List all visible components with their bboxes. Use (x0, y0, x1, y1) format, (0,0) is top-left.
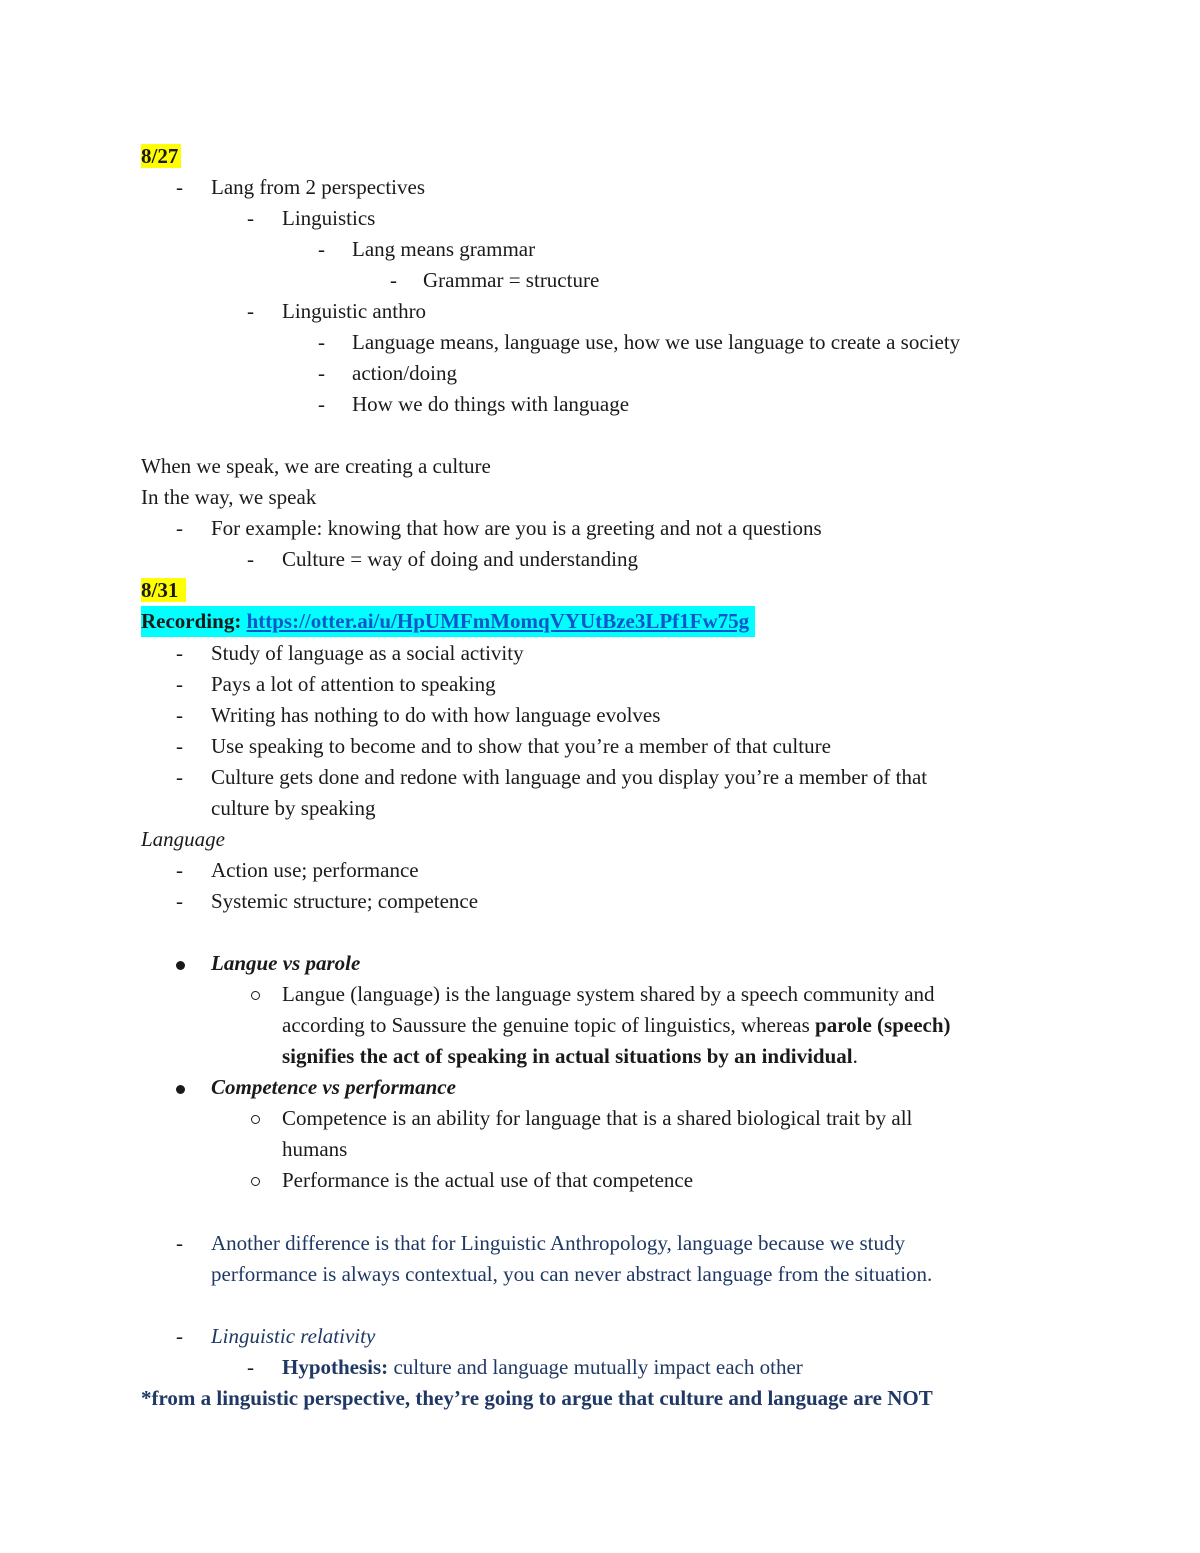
another-difference: performance is always contextual, you can never abstract language from the situation. (211, 1262, 933, 1286)
recording-link[interactable]: https://otter.ai/u/HpUMFmMomqVYUtBze3LPf1Fw75g (246, 609, 750, 633)
dash-marker: - (176, 889, 183, 913)
dash-marker: - (176, 765, 183, 789)
period: . (852, 1044, 858, 1068)
dash-marker: - (247, 299, 254, 323)
dash-marker: - (176, 672, 183, 696)
dash-marker: - (318, 237, 325, 261)
dash-marker: - (176, 703, 183, 727)
langue-text: Langue (language) is the language system shared by a speech community and (282, 982, 935, 1006)
dash-marker: - (247, 1355, 254, 1379)
list-item: Grammar = structure (423, 268, 600, 292)
final-note: *from a linguistic perspective, they’re going to argue that culture and language are NOT (141, 1386, 933, 1410)
list-item-continuation: culture by speaking (211, 796, 376, 820)
date-8-31: 8/31 (141, 578, 186, 602)
dash-marker: - (176, 734, 183, 758)
paragraph: When we speak, we are creating a culture (141, 454, 491, 478)
date-heading-8-27 (141, 141, 181, 172)
list-item: How we do things with language (352, 392, 630, 416)
langue-heading: Langue vs parole (211, 951, 361, 975)
recording-line (141, 606, 755, 637)
paragraph: In the way, we speak (141, 485, 317, 509)
linguistic-relativity: Linguistic relativity (211, 1324, 376, 1348)
dash-marker: - (318, 330, 325, 354)
hypothesis-label: Hypothesis: (282, 1355, 389, 1379)
langue-text (282, 1010, 951, 1041)
dash-marker: - (390, 268, 397, 292)
list-item: action/doing (352, 361, 457, 385)
dash-marker: - (176, 1324, 183, 1348)
dash-marker: - (176, 858, 183, 882)
list-item: Linguistic anthro (282, 299, 427, 323)
dash-marker: - (176, 516, 183, 540)
date-heading-8-31 (141, 575, 186, 606)
list-item: Systemic structure; competence (211, 889, 479, 913)
list-item: Linguistics (282, 206, 376, 230)
list-item: Lang from 2 perspectives (211, 175, 426, 199)
performance-text: Performance is the actual use of that competence (282, 1168, 694, 1192)
list-item: Pays a lot of attention to speaking (211, 672, 496, 696)
recording-highlight (141, 606, 755, 637)
list-item: Culture = way of doing and understanding (282, 547, 638, 571)
parole-term: parole (speech) (815, 1013, 951, 1037)
list-item: Language means, language use, how we use language to create a society (352, 330, 961, 354)
another-difference: Another difference is that for Linguistic Anthropology, language because we study (211, 1231, 905, 1255)
language-heading: Language (141, 827, 225, 851)
bullet-ring (251, 1115, 260, 1124)
dash-marker: - (176, 1231, 183, 1255)
bullet-ring (251, 1177, 260, 1186)
langue-text-part: according to Saussure the genuine topic of linguistics, whereas (282, 1013, 816, 1037)
competence-text: humans (282, 1137, 348, 1161)
dash-marker: - (176, 175, 183, 199)
list-item: Use speaking to become and to show that you’re a member of that culture (211, 734, 831, 758)
bullet-dot (176, 1085, 185, 1094)
hypothesis-text: culture and language mutually impact each other (388, 1355, 803, 1379)
competence-heading: Competence vs performance (211, 1075, 456, 1099)
hypothesis-line (282, 1352, 803, 1383)
dash-marker: - (247, 547, 254, 571)
list-item: For example: knowing that how are you is a greeting and not a questions (211, 516, 822, 540)
date-8-27: 8/27 (141, 144, 181, 168)
recording-label: Recording: (141, 609, 242, 633)
bullet-dot (176, 961, 185, 970)
list-item: Lang means grammar (352, 237, 536, 261)
list-item: Study of language as a social activity (211, 641, 524, 665)
dash-marker: - (176, 641, 183, 665)
list-item: Writing has nothing to do with how language evolves (211, 703, 661, 727)
dash-marker: - (318, 361, 325, 385)
list-item: Culture gets done and redone with language and you display you’re a member of that (211, 765, 928, 789)
list-item: Action use; performance (211, 858, 419, 882)
langue-text (282, 1041, 858, 1072)
dash-marker: - (247, 206, 254, 230)
parole-definition: signifies the act of speaking in actual situations by an individual (282, 1044, 853, 1068)
competence-text: Competence is an ability for language that is a shared biological trait by all (282, 1106, 913, 1130)
bullet-ring (251, 991, 260, 1000)
dash-marker: - (318, 392, 325, 416)
